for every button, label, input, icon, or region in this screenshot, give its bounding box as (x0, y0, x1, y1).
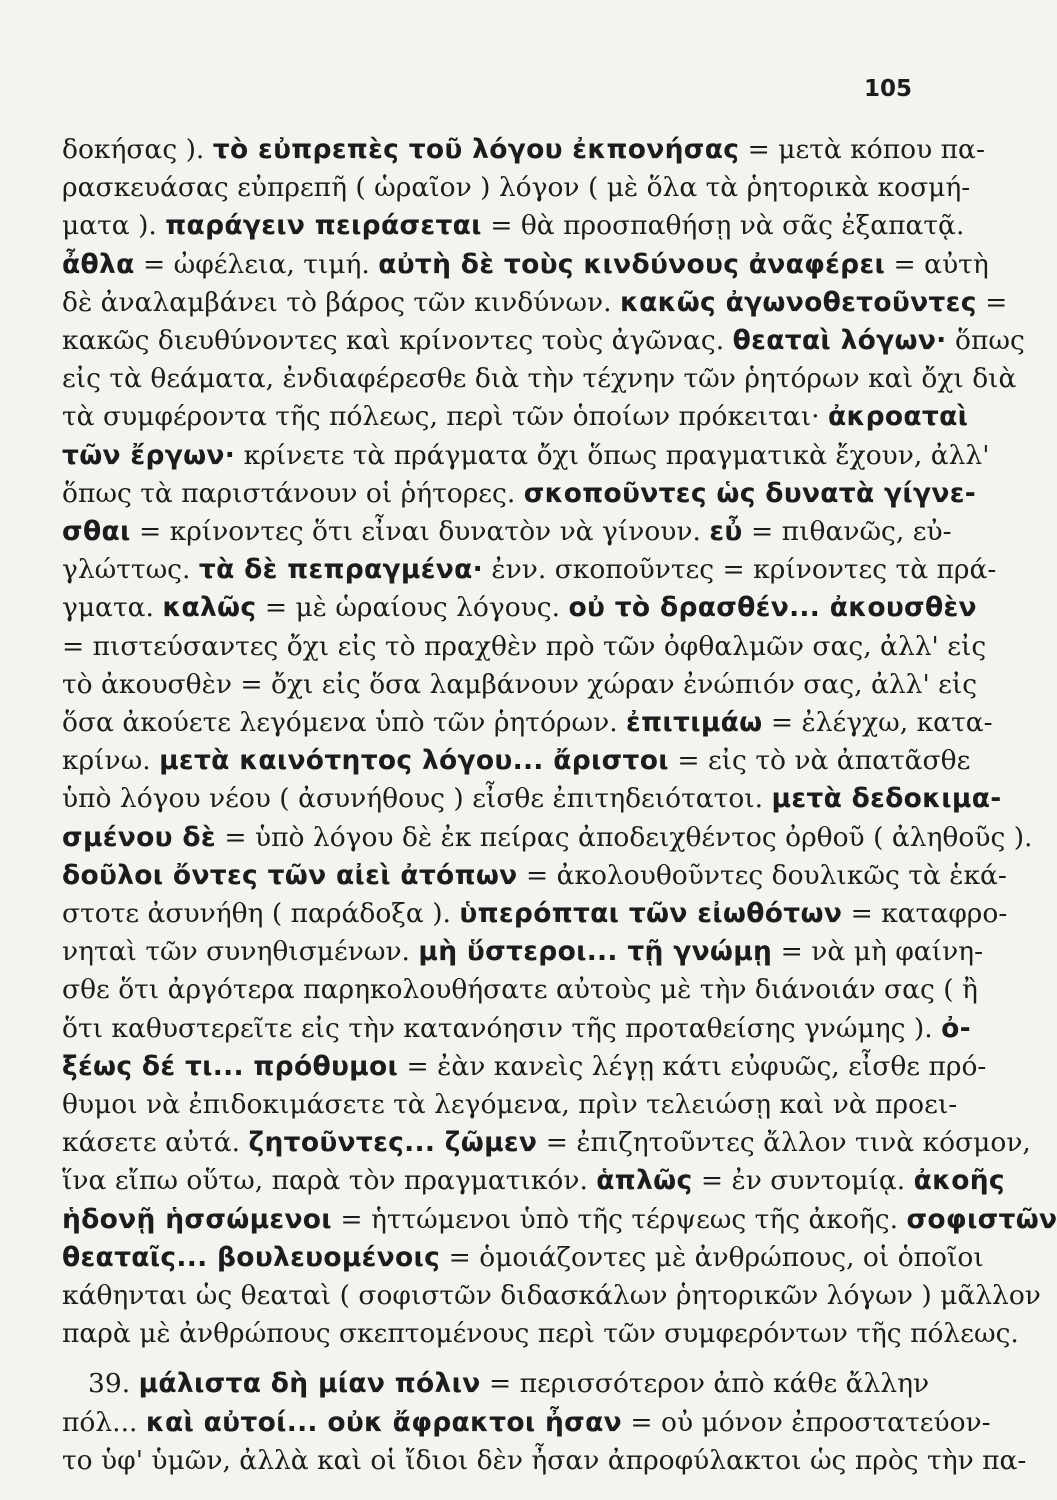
gloss-text: = αὐτὴ (885, 248, 989, 280)
gloss-text: ὅπως (946, 325, 1025, 356)
gloss-text: = εἰς τὸ νὰ ἀπατᾶσθε (668, 745, 971, 777)
lemma-term: εὖ (709, 516, 743, 547)
lemma-term: δοῦλοι ὄντες τῶν αἰεὶ ἀτόπων (62, 859, 518, 891)
lemma-term: ἀκροαταὶ (827, 401, 969, 433)
gloss-text: κάσετε αὐτά. (62, 1127, 249, 1159)
lemma-term: ὑπερόπται τῶν εἰωθότων (459, 898, 843, 929)
lemma-term: ὀ- (941, 1012, 971, 1044)
text-line (62, 168, 971, 208)
text-line (62, 206, 965, 246)
text-line (62, 588, 977, 628)
text-line (62, 283, 1008, 323)
text-line (62, 1161, 1005, 1201)
text-line (62, 856, 1007, 896)
text-line (62, 741, 971, 781)
text-line (62, 779, 1002, 819)
text-line (62, 818, 1033, 858)
lemma-term: τὸ εὐπρεπὲς τοῦ λόγου ἐκπονήσας (212, 134, 740, 165)
text-line (62, 321, 1025, 361)
lemma-term: σθαι (62, 516, 131, 547)
gloss-text: εἰς τὰ θεάματα, ἐνδιαφέρεσθε διὰ τὴν τέχνην τῶν ῥητόρων καὶ ὄχι διὰ (62, 363, 1017, 395)
lemma-term: ξέως δέ τι... πρόθυμοι (62, 1050, 399, 1082)
gloss-text: = μετὰ κόπου πα- (739, 134, 985, 165)
gloss-text: στοτε ἀσυνήθη ( παράδοξα ). (62, 898, 460, 929)
lemma-term: αὐτὴ δὲ τοὺς κινδύνους ἀναφέρει (378, 248, 886, 280)
lemma-term: τὰ δὲ πεπραγμένα· (198, 554, 483, 586)
lemma-term: κακῶς ἀγωνοθετοῦντες (619, 286, 977, 318)
text-line (62, 1403, 991, 1443)
gloss-text: γματα. (62, 592, 163, 624)
text-line (62, 1238, 984, 1278)
text-line (62, 130, 985, 170)
text-line (62, 550, 997, 590)
gloss-text: = οὐ μόνον ἐπροστατεύον- (621, 1406, 991, 1438)
gloss-text: πόλ... (62, 1406, 146, 1438)
gloss-text: κρίνετε τὰ πράγματα ὄχι ὅπως πραγματικὰ ἔχουν, ἀλλ' (235, 439, 990, 471)
text-line (62, 245, 989, 285)
gloss-text: = ὠφέλεια, τιμή. (134, 248, 379, 280)
lemma-term: ἡδονῇ ἡσσώμενοι (62, 1203, 332, 1235)
gloss-text: = κρίνοντες ὅτι εἶναι δυνατὸν νὰ γίνουν. (130, 516, 710, 547)
text-line (62, 703, 993, 743)
gloss-text: 39. (88, 1368, 139, 1400)
gloss-text: = ἐπιζητοῦντες ἄλλον τινὰ κόσμον, (537, 1127, 1031, 1159)
gloss-text: τὰ συμφέροντα τῆς πόλεως, περὶ τῶν ὁποίων πρόκειται· (62, 401, 828, 433)
gloss-text: = θὰ προσπαθήσῃ νὰ σᾶς ἐξαπατᾷ. (481, 210, 965, 242)
lemma-term: μετὰ δεδοκιμα- (771, 783, 1002, 815)
lemma-term: ζητοῦντες... ζῶμεν (248, 1127, 538, 1159)
gloss-text: νηταὶ τῶν συνηθισμένων. (62, 936, 419, 968)
text-line (62, 932, 984, 972)
gloss-text: = μὲ ὡραίους λόγους. (256, 592, 569, 624)
gloss-text: = ἐν συντομίᾳ. (692, 1165, 914, 1197)
gloss-text: ὅσα ἀκούετε λεγόμενα ὑπὸ τῶν ῥητόρων. (62, 707, 627, 738)
text-line (62, 1047, 987, 1087)
gloss-text: ὅπως τὰ παριστάνουν οἱ ῥήτορες. (62, 477, 524, 509)
gloss-text: κάθηνται ὡς θεαταὶ ( σοφιστῶν διδασκάλων ῥητορικῶν λόγων ) μᾶλλον (62, 1280, 1041, 1311)
text-line (62, 1009, 971, 1049)
gloss-text: ὅτι καθυστερεῖτε εἰς τὴν κατανόησιν τῆς προταθείσης γνώμης ). (62, 1012, 942, 1044)
gloss-text: ρασκευάσας εὐπρεπῆ ( ὡραῖον ) λόγον ( μὲ ὅλα τὰ ῥητορικὰ κοσμή- (62, 172, 971, 204)
text-line (62, 1276, 1041, 1316)
gloss-text: = περισσότερον ἀπὸ κάθε ἄλλην (480, 1368, 930, 1400)
lemma-term: ἀκοῆς (913, 1165, 1005, 1197)
text-line (62, 1200, 1057, 1240)
page-number: 105 (863, 76, 912, 102)
lemma-term: τῶν ἔργων· (62, 439, 236, 471)
text-line (62, 970, 978, 1010)
lemma-term: ἁπλῶς (596, 1165, 693, 1197)
gloss-text: = ὑπὸ λόγου δὲ ἐκ πείρας ἀποδειχθέντος ὀρθοῦ ( ἀληθοῦς ). (215, 821, 1033, 853)
gloss-text: παρὰ μὲ ἀνθρώπους σκεπτομένους περὶ τῶν συμφερόντων τῆς πόλεως. (62, 1318, 1019, 1350)
lemma-term: θεαταὶ λόγων· (732, 325, 947, 356)
lemma-term: παράγειν πειράσεται (165, 210, 482, 242)
gloss-text: = νὰ μὴ φαίνη- (772, 936, 984, 968)
gloss-text: = ἡττώμενοι ὑπὸ τῆς τέρψεως τῆς ἀκοῆς. (331, 1203, 907, 1235)
lemma-term: σμένου δὲ (62, 821, 216, 853)
lemma-term: μετὰ καινότητος λόγου... ἄριστοι (159, 745, 669, 777)
gloss-text: = (976, 286, 1008, 318)
text-line (62, 397, 969, 437)
text-line (62, 1314, 1019, 1354)
lemma-term: καλῶς (162, 592, 257, 624)
gloss-text: = πιστεύσαντες ὄχι εἰς τὸ πραχθὲν πρὸ τῶν ὀφθαλμῶν σας, ἀλλ' εἰς (62, 630, 987, 662)
gloss-text: ὑπὸ λόγου νέου ( ἀσυνήθους ) εἶσθε ἐπιτηδειότατοι. (62, 783, 772, 815)
lemma-term: καὶ αὐτοί... οὐκ ἄφρακτοι ἦσαν (145, 1406, 622, 1438)
gloss-text: = καταφρο- (842, 898, 1008, 929)
text-line (62, 1085, 958, 1125)
gloss-text: κακῶς διευθύνοντες καὶ κρίνοντες τοὺς ἀγῶνας. (62, 325, 733, 356)
text-line (62, 1441, 1027, 1481)
lemma-term: οὐ τὸ δρασθέν... ἀκουσθὲν (568, 592, 977, 624)
gloss-text: το ὑφ' ὑμῶν, ἀλλὰ καὶ οἱ ἴδιοι δὲν ἦσαν ἀπροφύλακτοι ὡς πρὸς τὴν πα- (62, 1444, 1027, 1476)
gloss-text: ἵνα εἴπω οὕτω, παρὰ τὸν πραγματικόν. (62, 1165, 597, 1197)
gloss-text: δὲ ἀναλαμβάνει τὸ βάρος τῶν κινδύνων. (62, 286, 620, 318)
lemma-term: σοφιστῶν (906, 1203, 1057, 1235)
text-line (62, 665, 978, 705)
lemma-term: ἐπιτιμάω (626, 707, 763, 738)
lemma-term: θεαταῖς... βουλευομένοις (62, 1241, 441, 1273)
lemma-term: μὴ ὕστεροι... τῇ γνώμῃ (418, 936, 773, 968)
text-line (62, 1123, 1031, 1163)
gloss-text: = ὁμοιάζοντες μὲ ἀνθρώπους, οἱ ὁποῖοι (440, 1241, 984, 1273)
text-line (62, 436, 990, 476)
text-line (62, 894, 1008, 934)
gloss-text: = πιθανῶς, εὐ- (742, 516, 952, 547)
text-line (62, 512, 952, 552)
gloss-text: = ἐὰν κανεὶς λέγῃ κάτι εὐφυῶς, εἶσθε πρό- (398, 1050, 987, 1082)
gloss-text: κρίνω. (62, 745, 160, 777)
lemma-term: ἆθλα (62, 248, 135, 280)
text-line (88, 1364, 930, 1404)
text-line (62, 359, 1017, 399)
gloss-text: = ἐλέγχω, κατα- (762, 707, 993, 738)
gloss-text: δοκήσας ). (62, 134, 213, 165)
lemma-term: σκοποῦντες ὡς δυνατὰ γίγνε- (523, 477, 977, 509)
gloss-text: = ἀκολουθοῦντες δουλικῶς τὰ ἑκά- (517, 859, 1007, 891)
gloss-text: θυμοι νὰ ἐπιδοκιμάσετε τὰ λεγόμενα, πρὶν τελειώσῃ καὶ νὰ προει- (62, 1089, 958, 1120)
text-line (62, 627, 987, 667)
gloss-text: ματα ). (62, 210, 166, 242)
text-line (62, 474, 977, 514)
gloss-text: τὸ ἀκουσθὲν = ὄχι εἰς ὅσα λαμβάνουν χώραν ἐνώπιόν σας, ἀλλ' εἰς (62, 668, 978, 700)
gloss-text: ἐνν. σκοποῦντες = κρίνοντες τὰ πρά- (482, 554, 997, 586)
gloss-text: γλώττως. (62, 554, 199, 586)
lemma-term: μάλιστα δὴ μίαν πόλιν (138, 1368, 481, 1400)
gloss-text: σθε ὅτι ἀργότερα παρηκολουθήσατε αὐτοὺς μὲ τὴν διάνοιάν σας ( ἢ (62, 974, 978, 1006)
